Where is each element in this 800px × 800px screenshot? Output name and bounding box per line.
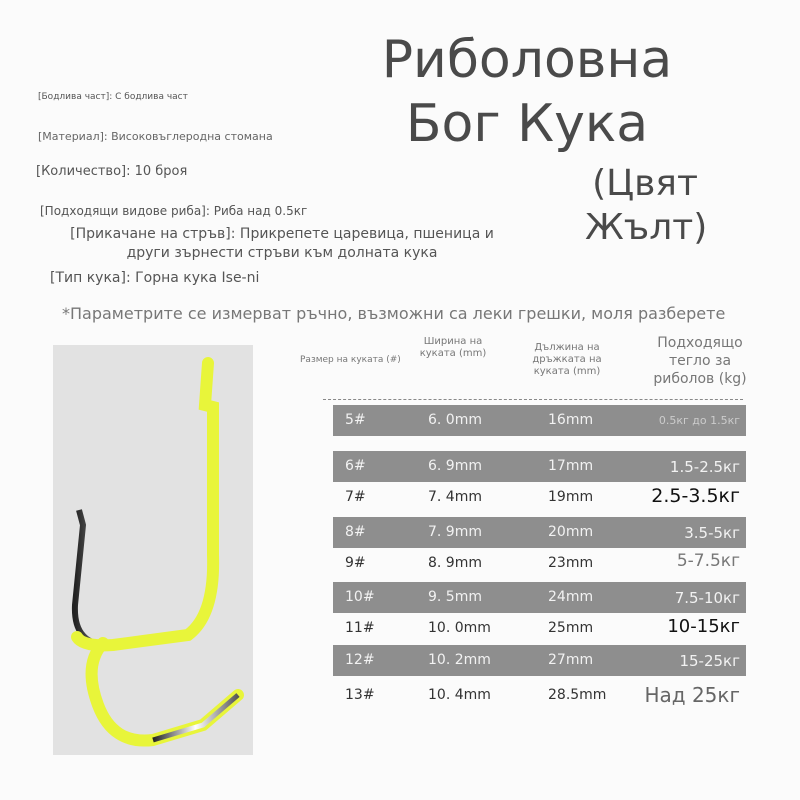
cell-length: 17mm (548, 458, 594, 474)
cell-weight: 15-25кг (679, 652, 740, 670)
table-row (333, 582, 746, 613)
cell-size: 12# (345, 652, 375, 668)
hook-image (53, 345, 253, 755)
cell-length: 24mm (548, 589, 594, 605)
cell-size: 7# (345, 489, 366, 505)
cell-width: 8. 9mm (428, 555, 482, 571)
product-title (372, 28, 682, 156)
cell-weight: 10-15кг (667, 616, 740, 637)
spec-quantity: [Количество]: 10 броя (36, 164, 188, 179)
table-row (333, 645, 746, 676)
cell-size: 9# (345, 555, 366, 571)
cell-length: 16mm (548, 412, 594, 428)
title-line-1: Риболовна (381, 30, 673, 90)
cell-width: 7. 4mm (428, 489, 482, 505)
cell-size: 5# (345, 412, 366, 428)
measurement-note: *Параметрите се измерват ръчно, възможни са леки грешки, моля разберете (62, 304, 726, 323)
cell-width: 10. 0mm (428, 620, 491, 636)
cell-width: 6. 9mm (428, 458, 482, 474)
table-row (333, 405, 746, 436)
cell-width: 9. 5mm (428, 589, 482, 605)
cell-width: 6. 0mm (428, 412, 482, 428)
cell-size: 13# (345, 687, 375, 703)
header-weight: Подходящо тегло за риболов (kg) (653, 335, 747, 387)
cell-length: 28.5mm (548, 687, 607, 703)
header-length: Дължина на дръжката на куката (mm) (532, 342, 602, 377)
color-subtitle (585, 162, 708, 250)
cell-size: 8# (345, 524, 366, 540)
table-row (333, 680, 746, 711)
cell-weight: 0.5кг до 1.5кг (658, 414, 740, 427)
title-line-2: Бог Кука (405, 94, 649, 154)
cell-width: 7. 9mm (428, 524, 482, 540)
table-row (333, 482, 746, 513)
cell-size: 6# (345, 458, 366, 474)
cell-weight: 7.5-10кг (674, 589, 740, 607)
cell-weight: 1.5-2.5кг (669, 458, 740, 476)
header-width: Ширина на куката (mm) (419, 336, 487, 359)
spec-hook-type: [Тип кука]: Горна кука Ise-ni (50, 270, 260, 286)
cell-weight: 3.5-5кг (684, 524, 740, 542)
cell-length: 19mm (548, 489, 594, 505)
table-row (333, 613, 746, 644)
cell-weight: Над 25кг (644, 683, 740, 707)
spec-fish-species: [Подходящи видове риба]: Риба над 0.5кг (40, 204, 308, 218)
cell-length: 25mm (548, 620, 594, 636)
table-row (333, 548, 746, 579)
header-divider (323, 399, 743, 400)
fishing-hook-icon (53, 345, 253, 755)
spec-barb: [Бодлива част]: С бодлива част (38, 92, 188, 102)
header-size: Размер на куката (#) (300, 355, 401, 365)
cell-length: 23mm (548, 555, 594, 571)
cell-size: 10# (345, 589, 375, 605)
cell-weight: 2.5-3.5кг (651, 485, 740, 507)
cell-width: 10. 2mm (428, 652, 491, 668)
cell-length: 20mm (548, 524, 594, 540)
subtitle-line-2: Жълт) (585, 207, 708, 248)
subtitle-line-1: (Цвят (592, 163, 698, 204)
cell-width: 10. 4mm (428, 687, 491, 703)
spec-material: [Материал]: Високовъглеродна стомана (38, 130, 273, 143)
table-row (333, 517, 746, 548)
table-row (333, 451, 746, 482)
cell-length: 27mm (548, 652, 594, 668)
cell-size: 11# (345, 620, 375, 636)
cell-weight: 5-7.5кг (676, 551, 740, 571)
spec-bait: [Прикачане на стръв]: Прикрепете царевица, пшеница и други зърнести стръви към долната кука (70, 226, 494, 261)
